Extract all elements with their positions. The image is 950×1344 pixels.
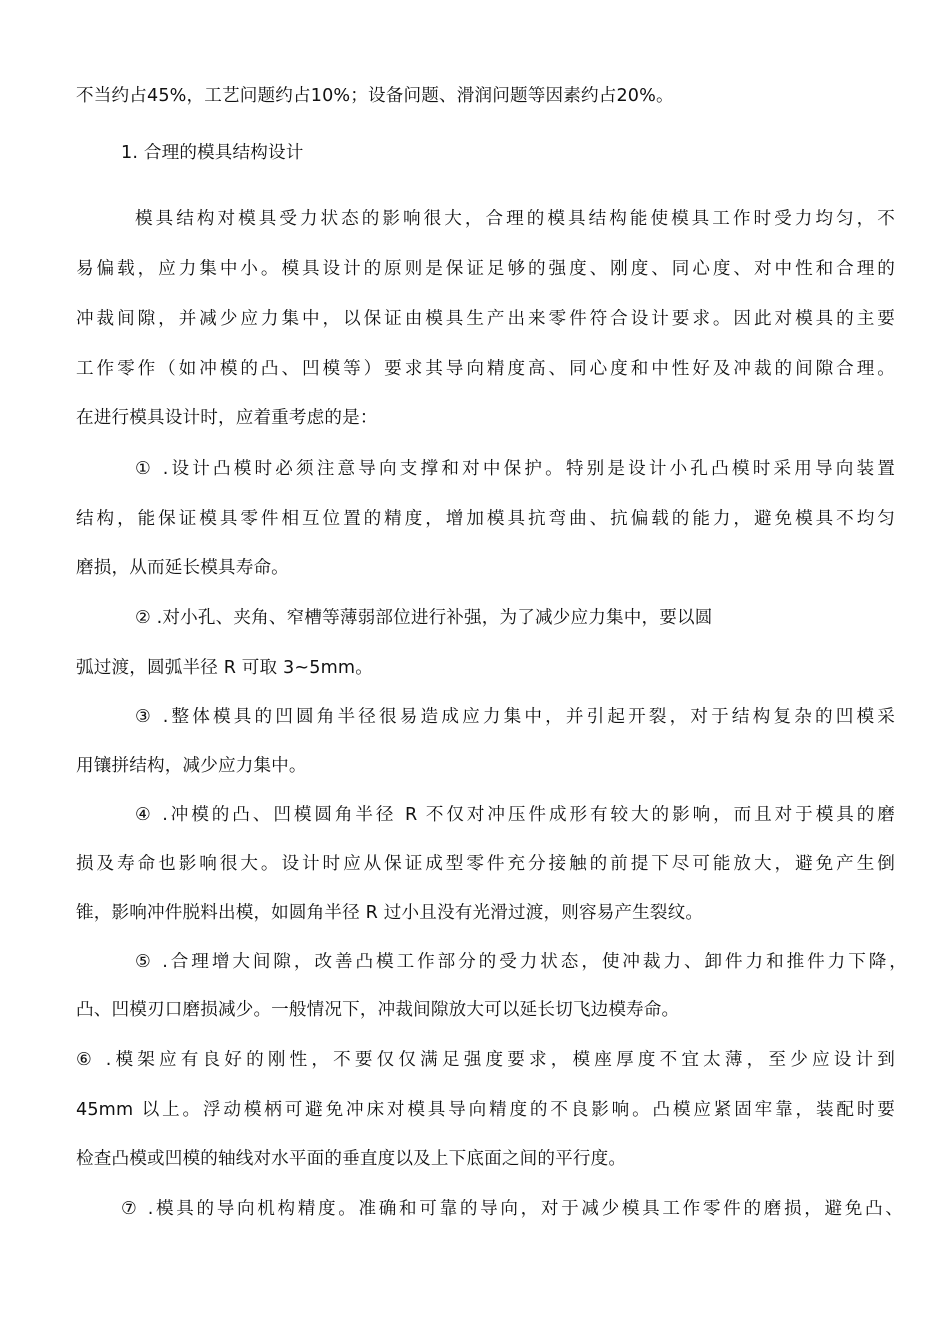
item-2-line-2: 弧过渡，圆弧半径 R 可取 3~5mm。 [76,658,373,678]
item-6-line-1: ⑥ .模架应有良好的刚性，不要仅仅满足强度要求，模座厚度不宜太薄，至少应设计到 [76,1050,895,1070]
paragraph-line-1: 模具结构对模具受力状态的影响很大，合理的模具结构能使模具工作时受力均匀，不 [135,209,895,229]
paragraph-line-4: 工作零作（如冲模的凸、凹模等）要求其导向精度高、同心度和中性好及冲裁的间隙合理。 [76,359,895,379]
item-3-line-2: 用镶拼结构，减少应力集中。 [76,756,307,776]
paragraph-line-5: 在进行模具设计时，应着重考虑的是： [76,408,378,428]
item-5-line-2: 凸、凹模刃口磨损减少。一般情况下，冲裁间隙放大可以延长切飞边模寿命。 [76,1000,680,1020]
item-6-line-3: 检查凸模或凹模的轴线对水平面的垂直度以及上下底面之间的平行度。 [76,1149,627,1169]
item-1-line-1: ① .设计凸模时必须注意导向支撑和对中保护。特别是设计小孔凸模时采用导向装置 [135,459,895,479]
item-5-line-1: ⑤ .合理增大间隙，改善凸模工作部分的受力状态，使冲裁力、卸件力和推件力下降， [135,952,907,972]
item-3-line-1: ③ .整体模具的凹圆角半径很易造成应力集中，并引起开裂，对于结构复杂的凹模采 [135,707,895,727]
item-7-line-1: ⑦ .模具的导向机构精度。准确和可靠的导向，对于减少模具工作零件的磨损，避免凸、 [121,1199,903,1219]
item-4-line-1: ④ .冲模的凸、凹模圆角半径 R 不仅对冲压件成形有较大的影响，而且对于模具的磨 [135,805,895,825]
item-2-line-1: ② .对小孔、夹角、窄槽等薄弱部位进行补强，为了减少应力集中，要以圆 [135,608,713,628]
paragraph-line-3: 冲裁间隙，并减少应力集中，以保证由模具生产出来零件符合设计要求。因此对模具的主要 [76,309,895,329]
text-line-1: 不当约占45%，工艺问题约占10%；设备问题、滑润问题等因素约占20%。 [76,86,674,106]
item-1-line-3: 磨损，从而延长模具寿命。 [76,558,289,578]
item-6-line-2: 45mm 以上。浮动模柄可避免冲床对模具导向精度的不良影响。凸模应紧固牢靠，装配时要 [76,1100,895,1120]
item-4-line-3: 锥，影响冲件脱料出模，如圆角半径 R 过小且没有光滑过渡，则容易产生裂纹。 [76,903,704,923]
paragraph-line-2: 易偏载，应力集中小。模具设计的原则是保证足够的强度、刚度、同心度、对中性和合理的 [76,259,895,279]
item-1-line-2: 结构，能保证模具零件相互位置的精度，增加模具抗弯曲、抗偏载的能力，避免模具不均匀 [76,509,895,529]
section-heading: 1. 合理的模具结构设计 [121,143,304,163]
item-4-line-2: 损及寿命也影响很大。设计时应从保证成型零件充分接触的前提下尽可能放大，避免产生倒 [76,854,895,874]
